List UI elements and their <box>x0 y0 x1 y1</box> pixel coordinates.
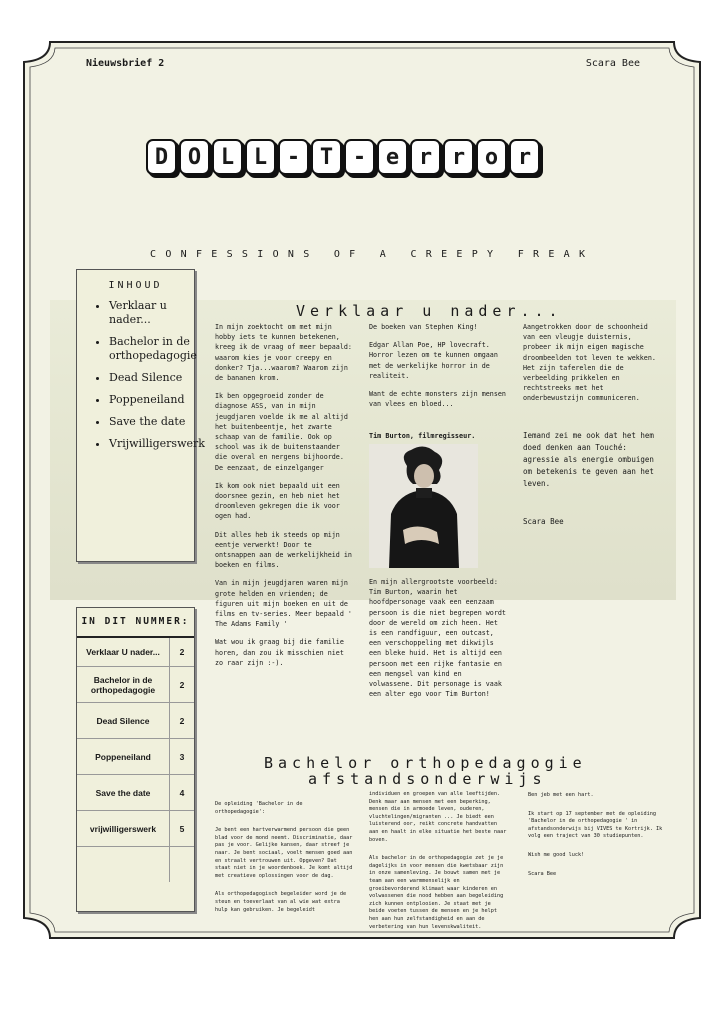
header-right: Scara Bee <box>585 58 640 69</box>
article1-col3-highlight: Iemand zei me ook dat het hem doed denken aan Touché: agressie als energie ombuigen om betekenis te geven aan het leven. <box>523 431 654 488</box>
paragraph: Je bent een hartverwarmend persoon die geen blad voor de mond neemt. Discriminatie, daar pas je voor. Gelijke kansen, daar streef je naar. Je bent sociaal, voelt mensen goed aan en straalt vertrouwen uit. Opgeven? Dat staat niet in je woordenboek. Je komt altijd met creatieve oplossingen voor de dag. <box>215 827 353 879</box>
paragraph: En mijn allergrootste voorbeeld: Tim Burton, waarin het hoofdpersonage vaak een eenzaam persoon is die niet begrepen wordt door de wereld om zich heen. Het is een randfiguur, een outcast, een verschoppeling met dikwijls een bleke huid. Het is altijd een persoon met een rijke fantasie en een mengsel van kind en volwassene. Dit personage is vaak een alter ego voor Tim Burton! <box>369 578 506 699</box>
paragraph: Ben jeb met een hart. <box>528 792 594 798</box>
paragraph: Aangetrokken door de schoonheid van een vleugje duisternis, probeer ik mijn eigen magische droombeelden tot leven te wekken. Het zijn taferelen die de verbeelding prikkelen en rechtstreeks met het onderbewustzijn communiceren. <box>523 323 656 403</box>
article2-col1 <box>215 801 353 925</box>
logo-key: D <box>146 139 177 175</box>
inhoud-title: INHOUD <box>108 280 163 291</box>
paragraph: Wish me good luck! <box>528 851 585 858</box>
paragraph: Van in mijn jeugdjaren waren mijn grote helden en vrienden; de figuren uit mijn boeken en uit de films en tv-series. Meer bepaald ' The Adams Family ' <box>215 579 352 629</box>
paragraph: individuen en groepen van alle leeftijden. Denk maar aan mensen met een beperking, mensen die in armoede leven, ouderen, vluchtelingen/migranten ... Je biedt een luisterend oor, reikt concrete handvatten aan en haalt in elke situatie het beste naar boven. <box>369 791 507 843</box>
inhoud-item: • Verklaar u nader... <box>109 299 194 327</box>
nummer-row-label: Poppeneiland <box>77 739 170 775</box>
article1-signature: Scara Bee <box>523 517 564 526</box>
paragraph: Wat wou ik graag bij die familie horen, dan zou ik misschien niet zo raar zijn :-). <box>215 638 344 667</box>
tim-burton-photo <box>369 444 478 568</box>
nummer-row <box>77 739 194 775</box>
article2-title-line1: Bachelor orthopedagogie <box>264 754 587 772</box>
nummer-row <box>77 811 194 847</box>
inhoud-item: • Vrijwilligerswerk <box>109 437 194 451</box>
logo-key: - <box>278 139 309 175</box>
nummer-empty-cell <box>170 847 195 883</box>
logo-key: r <box>410 139 441 175</box>
nummer-empty-cell <box>77 847 170 883</box>
article1-col2-continued <box>369 577 509 707</box>
nummer-row-label: vrijwilligerswerk <box>77 811 170 847</box>
paragraph: Ik ben opgegroeid zonder de diagnose ASS, van in mijn jeugdjaren voelde ik me al altijd het buitenbeentje, het zwarte schaap van de familie. Ook op school was ik de buitenstaander die overal en nergens bijhoorde. De eenzaat, de einzelganger <box>215 392 348 472</box>
inhoud-item: • Save the date <box>109 415 194 429</box>
paragraph: Scara Bee <box>528 870 557 877</box>
logo-key: T <box>311 139 342 175</box>
nummer-row-page: 2 <box>170 703 195 739</box>
article2-title-line2: afstandsonderwijs <box>308 770 547 788</box>
nummer-row-label: Save the date <box>77 775 170 811</box>
paragraph: Als bachelor in de orthopedagogie zet je je dagelijks in voor mensen die kwetsbaar zijn in onze samenleving. Je bouwt samen met je team aan een warmmenselijk en groeibevorderend klimaat waar kinderen en volwassenen die nood hebben aan begeleiding zich kunnen ontplooien. Je staat met je beide voeten tussen de mensen en je helpt hen aan hun zelfstandigheid en aan de verbetering van hun levenskwaliteit. <box>369 855 504 930</box>
nummer-row-page: 4 <box>170 775 195 811</box>
logo-key: r <box>509 139 540 175</box>
paragraph: De boeken van Stephen King! <box>369 323 478 331</box>
inhoud-item: • Bachelor in de orthopedagogie <box>109 335 194 363</box>
nummer-row <box>77 703 194 739</box>
article1-col1 <box>215 322 355 676</box>
photo-caption: Tim Burton, filmregisseur. <box>369 432 476 440</box>
doll-t-error-logo <box>146 139 540 175</box>
paragraph: Edgar Allan Poe, HP lovecraft. Horror lezen om te kunnen omgaan met de werkelijke horror in de realiteit. <box>369 341 498 380</box>
paragraph: In mijn zoektocht om met mijn hobby iets te kunnen betekenen, kreeg ik de vraag of meer bepaald: waarom kies je voor creepy en donker? Tja...waarom? Waarom zijn de bananen krom. <box>215 323 352 383</box>
nummer-row <box>77 667 194 703</box>
logo-key: O <box>179 139 210 175</box>
header-left: Nieuwsbrief 2 <box>86 58 165 69</box>
nummer-row-label: Dead Silence <box>77 703 170 739</box>
paragraph: Als orthopedagogisch begeleider word je de steun en toeverlaat van al wie wat extra hulp kan gebruiken. Je begeleidt <box>215 891 347 913</box>
article2-col2 <box>369 791 509 942</box>
paragraph: Ik kom ook niet bepaald uit een doorsnee gezin, en heb niet het droomleven gekregen die ik voor ogen had. <box>215 481 340 521</box>
logo-key: L <box>212 139 243 175</box>
nummer-table <box>77 636 194 882</box>
logo-key: e <box>377 139 408 175</box>
paragraph: Dit alles heb ik steeds op mijn eentje verwerkt! Door te ontsnappen aan de werkelijkheid in boeken en films. <box>215 530 352 570</box>
article1-title: Verklaar u nader... <box>296 302 563 320</box>
inhoud-list <box>77 299 205 451</box>
paragraph: De opleiding 'Bachelor in de orthopedagogie': <box>215 801 303 815</box>
nummer-row-empty <box>77 847 194 883</box>
nummer-row-label: Bachelor in de orthopedagogie <box>77 667 170 703</box>
nummer-row <box>77 775 194 811</box>
inhoud-item: • Dead Silence <box>109 371 194 385</box>
article1-col2 <box>369 322 509 417</box>
nummer-row-page: 2 <box>170 637 195 667</box>
inhoud-box <box>76 269 205 562</box>
nummer-row <box>77 637 194 667</box>
article2-col3 <box>528 792 668 889</box>
article1-col3 <box>523 322 663 412</box>
nummer-row-page: 5 <box>170 811 195 847</box>
in-dit-nummer-box <box>76 607 195 912</box>
tagline: CONFESSIONS OF A CREEPY FREAK <box>150 249 595 260</box>
logo-key: - <box>344 139 375 175</box>
inhoud-item: • Poppeneiland <box>109 393 194 407</box>
paragraph: Ik start op 17 september met de opleiding 'Bachelor in de orthopedagogie ' in afstandsonderwijs bij VIVES te Kortrijk. Ik volg een traject van 30 studiepunten. <box>528 810 663 840</box>
logo-key: o <box>476 139 507 175</box>
logo-key: r <box>443 139 474 175</box>
nummer-row-page: 3 <box>170 739 195 775</box>
nummer-title: IN DIT NUMMER: <box>81 616 190 627</box>
logo-key: L <box>245 139 276 175</box>
paragraph: Want de echte monsters zijn mensen van vlees en bloed... <box>369 390 506 409</box>
nummer-row-page: 2 <box>170 667 195 703</box>
nummer-row-label: Verklaar U nader... <box>77 637 170 667</box>
